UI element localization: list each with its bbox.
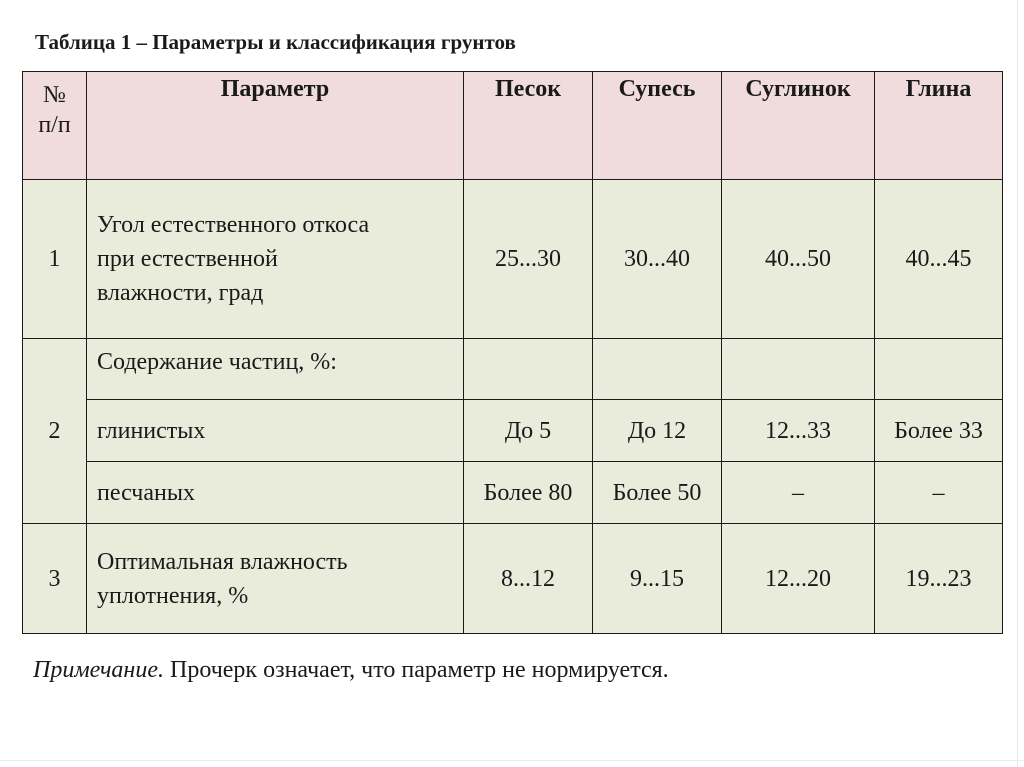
table-header-row — [23, 72, 1003, 180]
header-parameter: Параметр — [87, 72, 464, 180]
value-clay — [875, 339, 1003, 400]
parameter-line: влажности, град — [97, 280, 264, 306]
table-row — [23, 524, 1003, 634]
table-row — [23, 400, 1003, 462]
value-sand: 25...30 — [464, 180, 593, 339]
value-clay: 40...45 — [875, 180, 1003, 339]
header-loam: Суглинок — [722, 72, 875, 180]
value-loam — [722, 339, 875, 400]
row-number: 3 — [23, 524, 87, 634]
row-parameter: Содержание частиц, %: — [87, 339, 464, 400]
header-number-line1: № — [43, 82, 66, 108]
value-sandy-loam: 30...40 — [593, 180, 722, 339]
table-caption: Таблица 1 – Параметры и классификация грунтов — [35, 30, 516, 54]
note-text: Прочерк означает, что параметр не нормируется. — [170, 657, 669, 683]
row-number: 2 — [23, 339, 87, 524]
value-clay: Более 33 — [875, 400, 1003, 462]
value-sandy-loam: До 12 — [593, 400, 722, 462]
parameter-line: при естественной — [97, 246, 278, 272]
frame-right-edge — [1017, 0, 1018, 767]
parameter-line: Оптимальная влажность — [97, 548, 348, 575]
value-sand: 8...12 — [464, 524, 593, 634]
header-sand: Песок — [464, 72, 593, 180]
parameter-line: Угол естественного откоса — [97, 212, 370, 238]
value-sandy-loam: 9...15 — [593, 524, 722, 634]
table-row — [23, 339, 1003, 400]
value-sand — [464, 339, 593, 400]
value-loam: 12...33 — [722, 400, 875, 462]
row-parameter: песчаных — [87, 462, 464, 524]
value-loam: 12...20 — [722, 524, 875, 634]
value-sandy-loam — [593, 339, 722, 400]
value-sand: Более 80 — [464, 462, 593, 524]
soil-parameters-table — [22, 71, 1003, 634]
table-row — [23, 462, 1003, 524]
table-note — [33, 657, 669, 684]
value-sandy-loam: Более 50 — [593, 462, 722, 524]
row-parameter — [87, 180, 464, 339]
note-label: Примечание. — [33, 657, 164, 683]
header-clay: Глина — [875, 72, 1003, 180]
value-loam: 40...50 — [722, 180, 875, 339]
table-row — [23, 180, 1003, 339]
header-sandy-loam: Супесь — [593, 72, 722, 180]
row-number: 1 — [23, 180, 87, 339]
value-sand: До 5 — [464, 400, 593, 462]
value-clay: – — [875, 462, 1003, 524]
value-clay: 19...23 — [875, 524, 1003, 634]
row-parameter: глинистых — [87, 400, 464, 462]
value-loam: – — [722, 462, 875, 524]
frame-bottom-edge — [0, 760, 1024, 761]
row-parameter — [87, 524, 464, 634]
header-number — [23, 72, 87, 180]
parameter-line: уплотнения, % — [97, 582, 249, 609]
header-number-line2: п/п — [38, 112, 71, 138]
